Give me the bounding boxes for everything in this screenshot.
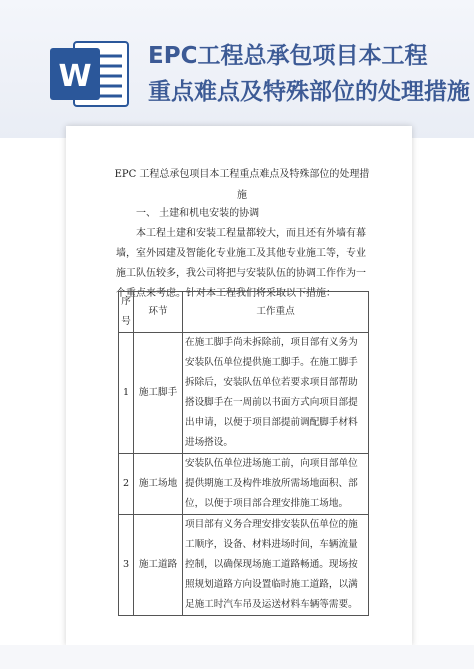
title-line-2: 重点难点及特殊部位的处理措施 (148, 79, 470, 105)
page-title (148, 38, 468, 110)
row-link: 施工场地 (134, 454, 183, 515)
row-focus: 在施工脚手尚未拆除前，项目部有义务为安装队伍单位提供施工脚手。在施工脚手拆除后，安装队伍单位若要求项目部帮助搭设脚手在一周前以书面方式向项目部提出申请，以便于项目部提前调配脚手材料进场搭设。 (183, 333, 369, 454)
row-focus: 项目部有义务合理安排安装队伍单位的施工顺序，设备、材料进场时间，车辆流量控制，以确保现场施工道路畅通。现场按照规划道路方向设置临时施工道路，以满足施工时汽车吊及运送材料车辆等需要。 (183, 515, 369, 616)
row-no: 2 (119, 454, 134, 515)
document-title (82, 164, 402, 206)
word-document-icon (48, 38, 132, 110)
row-link: 施工道路 (134, 515, 183, 616)
measures-table (118, 291, 369, 616)
table-row (119, 454, 369, 515)
row-link: 施工脚手 (134, 333, 183, 454)
document-page (66, 126, 412, 646)
word-logo-letter: W (58, 59, 92, 94)
row-no: 1 (119, 333, 134, 454)
row-no: 3 (119, 515, 134, 616)
document-body (116, 204, 368, 304)
document-title-line-2: 施 (237, 190, 247, 201)
header-cell-no: 序号 (119, 292, 134, 333)
row-focus: 安装队伍单位进场施工前，向项目部单位提供期施工及构件堆放所需场地面积、部位，以便于项目部合理安排施工场地。 (183, 454, 369, 515)
header-cell-focus: 工作重点 (183, 292, 369, 333)
section-heading: 一、 土建和机电安装的协调 (136, 208, 260, 219)
table-header-row (119, 292, 369, 333)
body-paragraph: 本工程土建和安装工程量都较大，而且还有外墙有幕墙，室外园建及智能化专业施工及其他专业施工等，专业施工队伍较多，我公司将把与安装队伍的协调工作作为一个重点来考虑。针对本工程我们将采取以下措施： (116, 228, 366, 299)
table-row (119, 515, 369, 616)
table-row (119, 333, 369, 454)
footer-band (0, 645, 474, 669)
document-title-line-1: EPC 工程总承包项目本工程重点难点及特殊部位的处理措 (114, 169, 370, 180)
header-cell-link: 环节 (134, 292, 183, 333)
title-line-1: EPC工程总承包项目本工程 (148, 43, 428, 69)
